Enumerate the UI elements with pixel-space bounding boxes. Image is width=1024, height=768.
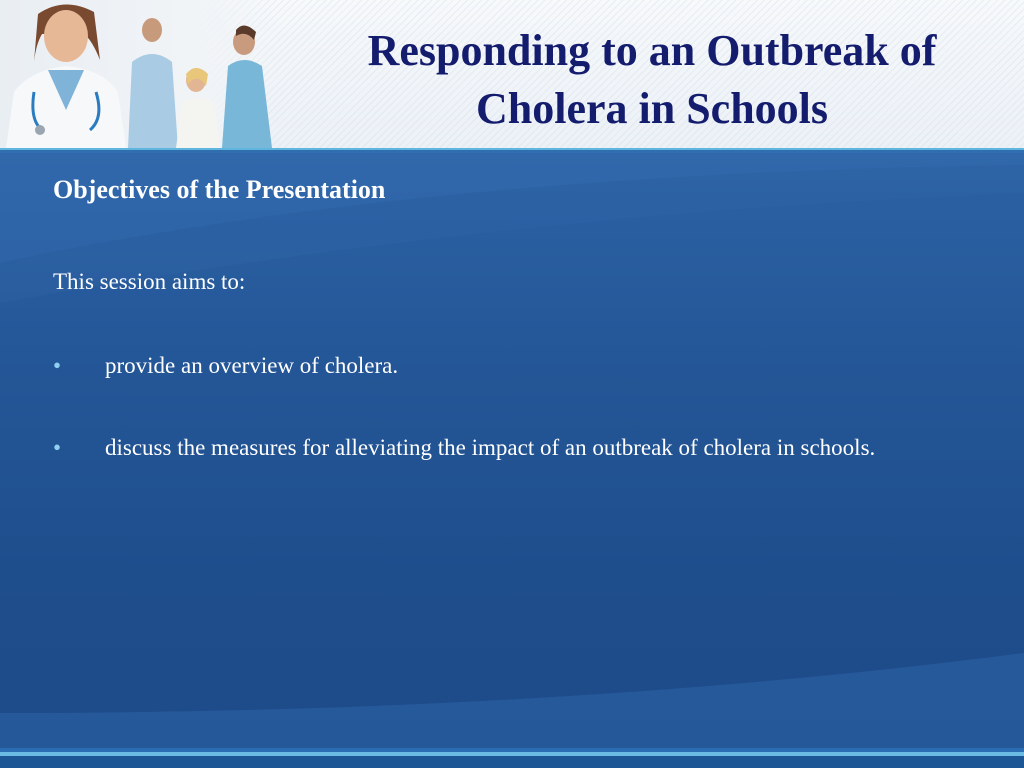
bullet-marker: •	[53, 353, 62, 378]
medical-staff-illustration	[0, 0, 278, 148]
objectives-list	[53, 349, 973, 513]
bullet-marker: •	[53, 435, 62, 460]
footer-base	[0, 756, 1024, 768]
slide-title: Responding to an Outbreak of Cholera in Schools	[367, 26, 937, 133]
intro-text: This session aims to:	[53, 269, 246, 294]
medical-staff-photo	[0, 0, 278, 148]
list-item-text: provide an overview of cholera.	[105, 353, 399, 378]
list-item-text: discuss the measures for alleviating the impact of an outbreak of cholera in schools.	[105, 435, 876, 460]
list-item	[53, 349, 973, 382]
list-item	[53, 431, 973, 464]
section-heading: Objectives of the Presentation	[53, 175, 386, 204]
slide-content	[0, 153, 1024, 748]
slide-header	[0, 0, 1024, 148]
